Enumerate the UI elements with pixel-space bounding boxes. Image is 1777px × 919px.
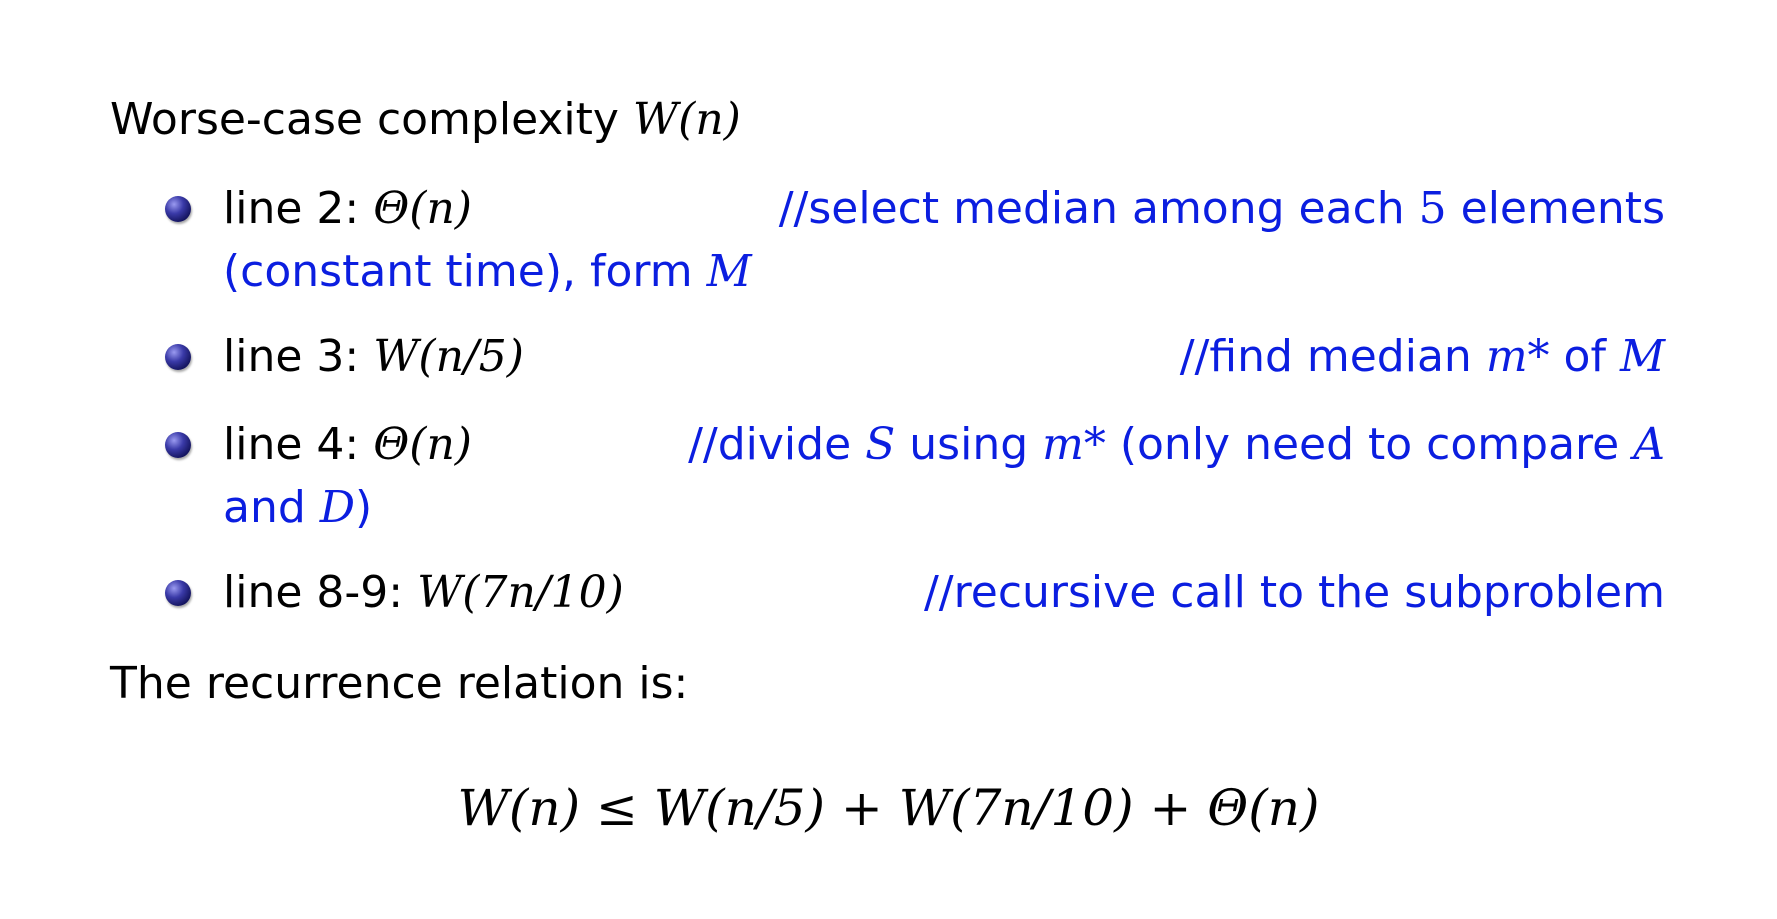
comment-math: m* <box>1485 331 1550 382</box>
item-continuation <box>223 242 1665 302</box>
comment-math: 5 <box>1418 183 1447 234</box>
cont-text-2: ) <box>355 482 373 533</box>
item-label <box>223 176 472 242</box>
item-comment <box>924 560 1665 626</box>
bullet-list <box>165 176 1665 648</box>
list-item <box>165 560 1665 626</box>
item-label <box>223 324 524 390</box>
bullet-icon <box>165 432 191 458</box>
heading-math: W(n) <box>632 94 741 145</box>
item-continuation <box>223 478 1665 538</box>
comment-text-3: (only need to compare <box>1105 419 1634 470</box>
comment-text: recursive call to the subproblem <box>953 567 1665 618</box>
comment-prefix: // <box>923 567 954 618</box>
cont-math: D <box>319 482 356 533</box>
label-text: line 3: <box>223 331 374 382</box>
list-item <box>165 176 1665 302</box>
comment-text: divide <box>717 419 866 470</box>
list-item <box>165 324 1665 390</box>
bullet-icon <box>165 580 191 606</box>
item-label <box>223 412 472 478</box>
list-item <box>165 412 1665 538</box>
bullet-icon <box>165 344 191 370</box>
heading-text: Worse-case complexity <box>110 94 633 145</box>
item-comment <box>1180 324 1665 390</box>
comment-text-2: elements <box>1446 183 1665 234</box>
cont-text: (constant time), form <box>223 246 707 297</box>
comment-math: S <box>865 419 896 470</box>
comment-text: find median <box>1209 331 1486 382</box>
label-text: line 8-9: <box>223 567 418 618</box>
item-line <box>165 560 1665 626</box>
comment-text-2: using <box>895 419 1043 470</box>
label-math: Θ(n) <box>373 419 472 470</box>
comment-math-2: m* <box>1042 419 1106 470</box>
item-comment <box>688 412 1665 478</box>
label-math: W(n/5) <box>373 331 524 382</box>
comment-math-3: A <box>1633 419 1665 470</box>
comment-prefix: // <box>1179 331 1210 382</box>
item-line <box>165 324 1665 390</box>
comment-math-2: M <box>1619 331 1665 382</box>
label-text: line 2: <box>223 183 374 234</box>
cont-text: and <box>223 482 320 533</box>
comment-prefix: // <box>778 183 809 234</box>
recurrence-label: The recurrence relation is: <box>110 658 689 709</box>
item-comment <box>779 176 1665 242</box>
item-label <box>223 560 624 626</box>
comment-prefix: // <box>688 419 718 470</box>
label-math: W(7n/10) <box>417 567 624 618</box>
comment-text-2: of <box>1549 331 1620 382</box>
bullet-icon <box>165 196 191 222</box>
recurrence-equation: W(n) ≤ W(n/5) + W(7n/10) + Θ(n) <box>457 779 1320 837</box>
label-math: Θ(n) <box>373 183 472 234</box>
heading <box>110 90 741 150</box>
label-text: line 4: <box>223 419 374 470</box>
cont-math: M <box>706 246 752 297</box>
item-line <box>165 176 1665 242</box>
comment-text: select median among each <box>808 183 1419 234</box>
item-line <box>165 412 1665 478</box>
